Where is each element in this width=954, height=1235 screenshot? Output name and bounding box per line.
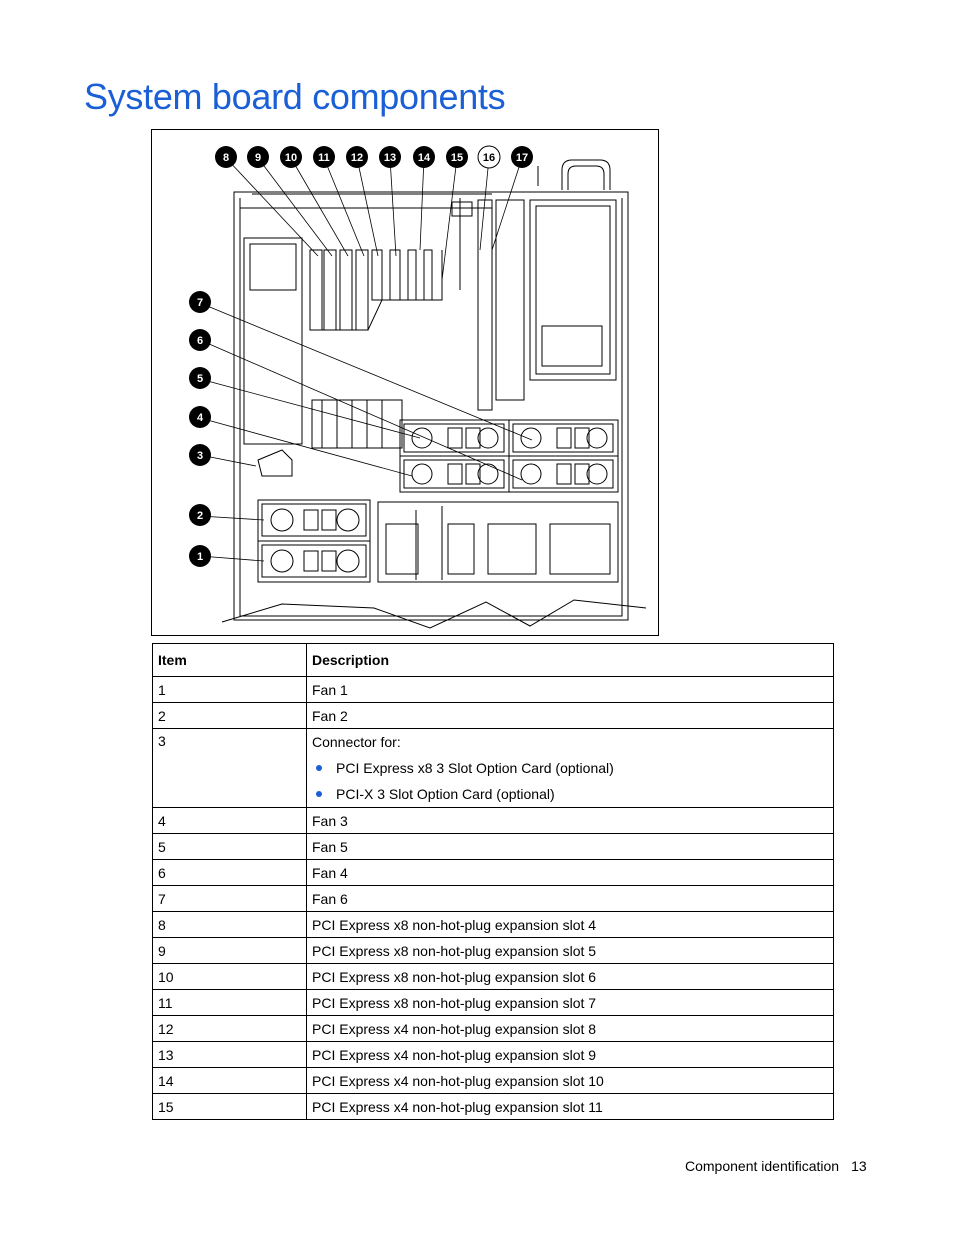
- description-column-header: Description: [307, 644, 834, 677]
- description-cell: Fan 3: [307, 808, 834, 834]
- item-column-header: Item: [153, 644, 307, 677]
- description-cell: PCI Express x8 non-hot-plug expansion slot 7: [307, 990, 834, 1016]
- description-cell: Fan 1: [307, 677, 834, 703]
- page-title: System board components: [84, 76, 506, 117]
- item-cell: 11: [153, 990, 307, 1016]
- description-cell: Fan 6: [307, 886, 834, 912]
- table-row: [153, 1042, 834, 1068]
- callout-11: [313, 146, 335, 168]
- callout-7: [189, 291, 211, 313]
- callout-15: [446, 146, 468, 168]
- table-row: [153, 703, 834, 729]
- bullet-item: [312, 785, 828, 803]
- callout-17-label: 17: [515, 152, 529, 164]
- item-cell: 15: [153, 1094, 307, 1120]
- bullet-icon: [316, 765, 322, 771]
- callout-16: [478, 146, 500, 168]
- table-row: [153, 1016, 834, 1042]
- bullet-icon: [316, 791, 322, 797]
- description-cell: [307, 729, 834, 808]
- callout-6: [189, 329, 211, 351]
- callout-12-label: 12: [350, 152, 364, 164]
- callout-14-label: 14: [417, 152, 431, 164]
- item-cell: 12: [153, 1016, 307, 1042]
- item-cell: 8: [153, 912, 307, 938]
- table-row: [153, 860, 834, 886]
- callout-9-label: 9: [254, 152, 262, 164]
- table-row: [153, 912, 834, 938]
- description-cell: PCI Express x4 non-hot-plug expansion slot 8: [307, 1016, 834, 1042]
- table-row: [153, 1094, 834, 1120]
- table-row: [153, 834, 834, 860]
- callout-5-label: 5: [196, 373, 204, 385]
- callout-13: [379, 146, 401, 168]
- components-table: [152, 643, 834, 1120]
- bullet-text: PCI-X 3 Slot Option Card (optional): [336, 786, 555, 802]
- item-cell: 2: [153, 703, 307, 729]
- callout-10: [280, 146, 302, 168]
- callout-5: [189, 367, 211, 389]
- callout-1: [189, 545, 211, 567]
- system-board-illustration: [152, 130, 658, 635]
- callout-3-label: 3: [196, 450, 204, 462]
- callout-16-label: 16: [482, 152, 496, 164]
- table-row: [153, 1068, 834, 1094]
- table-row: [153, 677, 834, 703]
- description-cell: Fan 5: [307, 834, 834, 860]
- description-cell: Fan 2: [307, 703, 834, 729]
- callout-15-label: 15: [450, 152, 464, 164]
- callout-1-label: 1: [196, 551, 204, 563]
- table-row: [153, 886, 834, 912]
- callout-9: [247, 146, 269, 168]
- page-footer: [685, 1158, 867, 1174]
- description-cell: PCI Express x4 non-hot-plug expansion slot 10: [307, 1068, 834, 1094]
- item-cell: 14: [153, 1068, 307, 1094]
- table-row: [153, 808, 834, 834]
- item-cell: 4: [153, 808, 307, 834]
- callout-13-label: 13: [383, 152, 397, 164]
- bullet-text: PCI Express x8 3 Slot Option Card (optional): [336, 760, 614, 776]
- callout-7-label: 7: [196, 297, 204, 309]
- description-text: Connector for:: [312, 734, 401, 750]
- callout-8-label: 8: [222, 152, 230, 164]
- description-cell: Fan 4: [307, 860, 834, 886]
- callout-11-label: 11: [318, 152, 330, 164]
- item-cell: 10: [153, 964, 307, 990]
- callout-8: [215, 146, 237, 168]
- callout-17: [511, 146, 533, 168]
- description-cell: PCI Express x8 non-hot-plug expansion slot 5: [307, 938, 834, 964]
- table-row: [153, 964, 834, 990]
- page-number: 13: [851, 1158, 867, 1174]
- description-cell: PCI Express x4 non-hot-plug expansion slot 11: [307, 1094, 834, 1120]
- description-cell: PCI Express x8 non-hot-plug expansion slot 4: [307, 912, 834, 938]
- item-cell: 9: [153, 938, 307, 964]
- item-cell: 13: [153, 1042, 307, 1068]
- callout-4-label: 4: [196, 412, 204, 424]
- item-cell: 7: [153, 886, 307, 912]
- item-cell: 1: [153, 677, 307, 703]
- table-row: [153, 729, 834, 808]
- table-row: [153, 990, 834, 1016]
- callout-2-label: 2: [196, 510, 204, 522]
- description-cell: PCI Express x4 non-hot-plug expansion slot 9: [307, 1042, 834, 1068]
- callout-3: [189, 444, 211, 466]
- callout-10-label: 10: [284, 152, 298, 164]
- footer-section-title: Component identification: [685, 1158, 840, 1174]
- system-board-diagram: [151, 129, 659, 636]
- item-cell: 5: [153, 834, 307, 860]
- item-cell: 3: [153, 729, 307, 808]
- callout-14: [413, 146, 435, 168]
- callout-2: [189, 504, 211, 526]
- bullet-item: [312, 759, 828, 777]
- callout-12: [346, 146, 368, 168]
- table-header-row: [153, 644, 834, 677]
- table-row: [153, 938, 834, 964]
- callout-6-label: 6: [196, 335, 204, 347]
- callout-4: [189, 406, 211, 428]
- item-cell: 6: [153, 860, 307, 886]
- description-cell: PCI Express x8 non-hot-plug expansion slot 6: [307, 964, 834, 990]
